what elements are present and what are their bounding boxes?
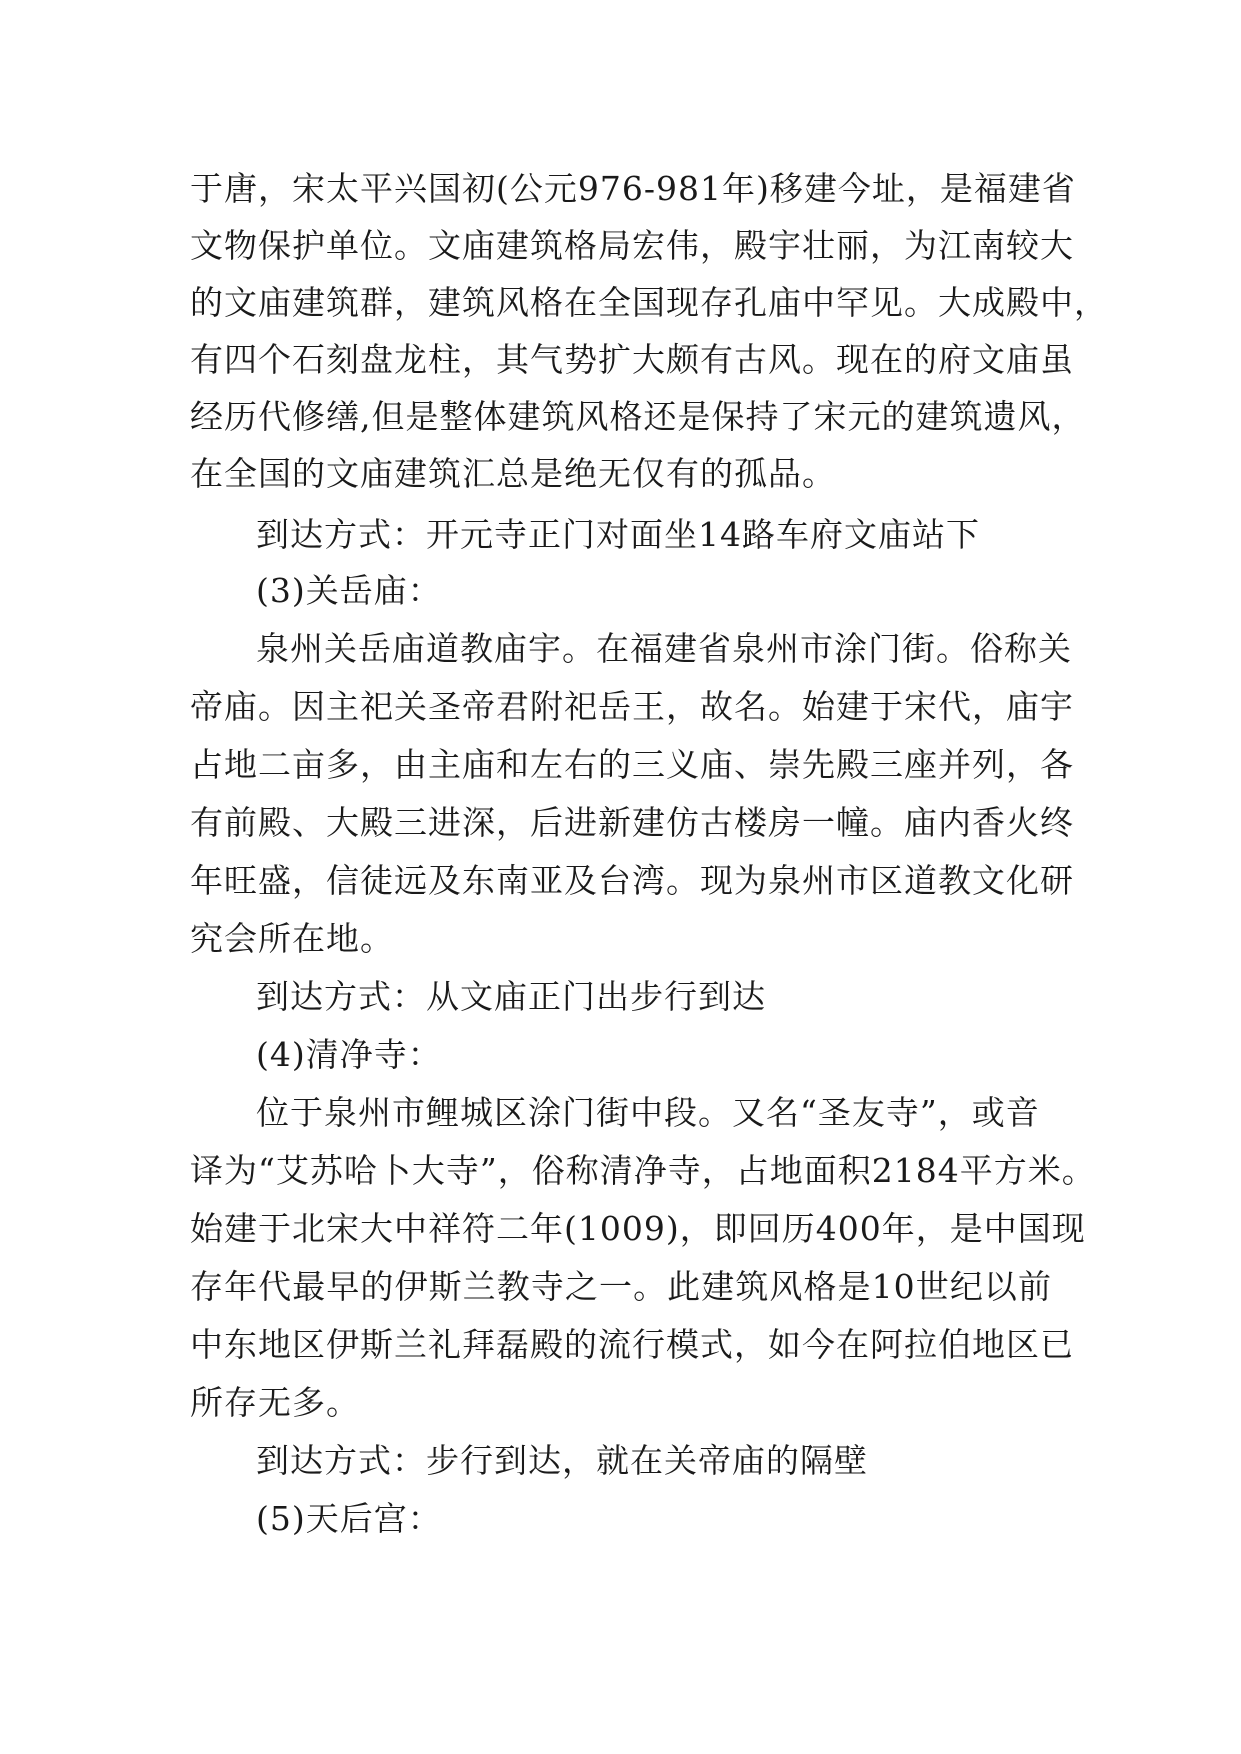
text-line: 译为“艾苏哈卜大寺”，俗称清净寺，占地面积2184平方米。 — [190, 1151, 1096, 1190]
text-line: 在全国的文庙建筑汇总是绝无仅有的孤品。 — [190, 454, 836, 493]
text-line: 始建于北宋大中祥符二年(1009)，即回历400年，是中国现 — [190, 1209, 1086, 1248]
text-line: (3)关岳庙： — [256, 571, 442, 610]
text-line: 有四个石刻盘龙柱，其气势扩大颇有古风。现在的府文庙虽 — [190, 340, 1074, 379]
text-line: 存年代最早的伊斯兰教寺之一。此建筑风格是10世纪以前 — [190, 1267, 1052, 1306]
text-line: 究会所在地。 — [190, 919, 394, 958]
text-line: 经历代修缮,但是整体建筑风格还是保持了宋元的建筑遗风， — [190, 397, 1086, 436]
text-line: 到达方式：开元寺正门对面坐14路车府文庙站下 — [256, 515, 980, 554]
text-line: 文物保护单位。文庙建筑格局宏伟，殿宇壮丽，为江南较大 — [190, 226, 1074, 265]
text-line: (4)清净寺： — [256, 1035, 442, 1074]
text-line: 的文庙建筑群，建筑风格在全国现存孔庙中罕见。大成殿中， — [190, 283, 1108, 322]
text-line: 有前殿、大殿三进深，后进新建仿古楼房一幢。庙内香火终 — [190, 803, 1074, 842]
text-line: 到达方式：从文庙正门出步行到达 — [256, 977, 766, 1016]
text-line: 所存无多。 — [190, 1383, 360, 1422]
text-line: 泉州关岳庙道教庙宇。在福建省泉州市涂门街。俗称关 — [256, 629, 1072, 668]
text-line: 占地二亩多，由主庙和左右的三义庙、崇先殿三座并列，各 — [190, 745, 1074, 784]
text-line: (5)天后宫： — [256, 1499, 442, 1538]
text-line: 帝庙。因主祀关圣帝君附祀岳王，故名。始建于宋代，庙宇 — [190, 687, 1074, 726]
text-line: 到达方式：步行到达，就在关帝庙的隔壁 — [256, 1441, 868, 1480]
text-line: 中东地区伊斯兰礼拜磊殿的流行模式，如今在阿拉伯地区已 — [190, 1325, 1074, 1364]
text-line: 位于泉州市鲤城区涂门街中段。又名“圣友寺”，或音 — [256, 1093, 1040, 1132]
text-line: 于唐，宋太平兴国初(公元976-981年)移建今址，是福建省 — [190, 169, 1076, 208]
text-line: 年旺盛，信徒远及东南亚及台湾。现为泉州市区道教文化研 — [190, 861, 1074, 900]
